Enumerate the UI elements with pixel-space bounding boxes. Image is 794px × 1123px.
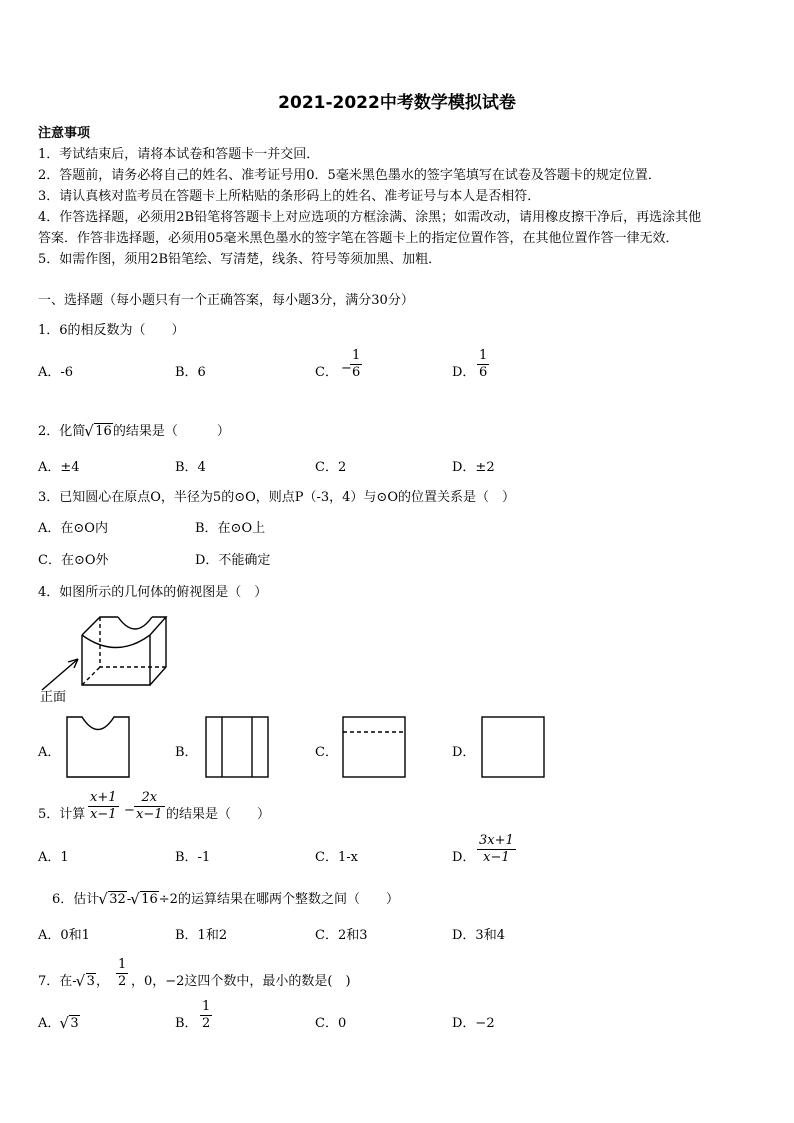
q5-post: 的结果是（ ） bbox=[166, 807, 271, 822]
q6-mid: - bbox=[126, 892, 132, 907]
q3-option-d: D．不能确定 bbox=[195, 553, 271, 568]
q7-post: ，0，−2这四个数中，最小的数是( ) bbox=[131, 974, 351, 989]
q3-option-c: C．在⊙O外 bbox=[38, 553, 109, 568]
notice-item: 2．答题前，请务必将自己的姓名、准考证号用0．5毫米黑色墨水的签字笔填写在试卷及答题卡的规定位置． bbox=[38, 168, 661, 183]
q5-option-b: B．-1 bbox=[175, 850, 211, 865]
q6-option-a: A．0和1 bbox=[38, 928, 90, 943]
q7-option-b: B． bbox=[175, 1016, 198, 1031]
q1-option-d: D． bbox=[452, 365, 476, 380]
question-4-stem: 4．如图所示的几何体的俯视图是（ ） bbox=[38, 585, 268, 600]
sqrt-expression bbox=[77, 974, 96, 989]
q2-option-b: B．4 bbox=[175, 460, 206, 475]
notice-item: 4．作答选择题，必须用2B铅笔将答题卡上对应选项的方框涂满、涂黑；如需改动，请用橡皮擦干净后，再选涂其他 bbox=[38, 210, 702, 225]
fraction-denominator: x−1 bbox=[90, 807, 117, 822]
q7-pre: 7．在- bbox=[38, 974, 77, 989]
sqrt-expression bbox=[131, 892, 159, 907]
q1-c-fraction bbox=[350, 348, 362, 381]
question-1-stem: 1．6的相反数为（ ） bbox=[38, 323, 185, 338]
notice-item: 答案．作答非选择题，必须用05毫米黑色墨水的签字笔在答题卡上的指定位置作答，在其他位置作答一律无效． bbox=[38, 231, 679, 246]
sqrt-expression bbox=[60, 1016, 79, 1031]
q3-option-b: B．在⊙O上 bbox=[195, 521, 266, 536]
notice-heading: 注意事项 bbox=[38, 126, 91, 141]
fraction-numerator: 2x bbox=[134, 790, 165, 807]
fraction-numerator: 1 bbox=[479, 348, 488, 363]
fraction-numerator: 1 bbox=[118, 957, 127, 972]
q5-fraction-2 bbox=[134, 790, 165, 823]
sqrt-expression bbox=[99, 892, 127, 907]
q7-b-fraction bbox=[200, 999, 212, 1032]
q6-option-c: C．2和3 bbox=[315, 928, 368, 943]
q4-option-a-figure bbox=[66, 716, 130, 778]
q5-minus: − bbox=[124, 803, 135, 818]
radicand: 3 bbox=[86, 974, 95, 989]
q7-comma: ， bbox=[95, 974, 109, 989]
q4-option-a: A． bbox=[38, 745, 61, 760]
q6-pre: 6．估计 bbox=[52, 892, 100, 907]
q5-option-d: D． bbox=[452, 850, 476, 865]
q7-option-c: C．0 bbox=[315, 1016, 347, 1031]
q5-option-a: A．1 bbox=[38, 850, 69, 865]
q4-option-d-figure bbox=[481, 716, 545, 778]
q6-option-d: D．3和4 bbox=[452, 928, 505, 943]
q1-option-b: B．6 bbox=[175, 365, 206, 380]
q1-option-a: A．-6 bbox=[38, 365, 74, 380]
q5-fraction-1 bbox=[88, 790, 119, 823]
fraction-numerator: 1 bbox=[352, 348, 361, 363]
q6-post: ÷2的运算结果在哪两个整数之间（ ） bbox=[158, 892, 399, 907]
q1-c-sign: − bbox=[341, 361, 352, 376]
q6-option-b: B．1和2 bbox=[175, 928, 228, 943]
section-heading: 一、选择题（每小题只有一个正确答案，每小题3分，满分30分） bbox=[38, 293, 414, 308]
radicand: 16 bbox=[141, 892, 158, 907]
q4-option-c: C． bbox=[315, 745, 338, 760]
fraction-denominator: 2 bbox=[118, 974, 127, 989]
q1-option-c: C． bbox=[315, 365, 338, 380]
question-3-stem: 3．已知圆心在原点O，半径为5的⊙O，则点P（-3，4）与⊙O的位置关系是（ ） bbox=[38, 490, 515, 505]
q1-d-fraction bbox=[477, 348, 489, 381]
question-6-stem bbox=[52, 888, 399, 907]
q4-option-b: B． bbox=[175, 745, 198, 760]
notice-item: 3．请认真核对监考员在答题卡上所粘贴的条形码上的姓名、准考证号与本人是否相符． bbox=[38, 189, 541, 204]
fraction-numerator: x+1 bbox=[90, 790, 117, 805]
q5-d-fraction bbox=[477, 833, 516, 866]
fraction-denominator: 2 bbox=[202, 1016, 211, 1031]
q2-option-a: A．±4 bbox=[38, 460, 80, 475]
q5-option-c: C．1-x bbox=[315, 850, 358, 865]
radicand: 16 bbox=[95, 424, 112, 439]
question-2-stem bbox=[38, 420, 230, 439]
radicand: 3 bbox=[70, 1016, 79, 1031]
fraction-denominator: 6 bbox=[479, 365, 488, 380]
sqrt-expression bbox=[85, 424, 113, 439]
notice-item: 1．考试结束后，请将本试卷和答题卡一并交回． bbox=[38, 147, 320, 162]
q3-option-a: A．在⊙O内 bbox=[38, 521, 108, 536]
q7-option-a bbox=[38, 1012, 80, 1031]
fraction-denominator: x−1 bbox=[136, 807, 163, 822]
question-7-pre bbox=[38, 970, 109, 989]
q5-pre: 5．计算 bbox=[38, 807, 86, 822]
page-title: 2021-2022中考数学模拟试卷 bbox=[278, 93, 516, 113]
q7-option-d: D．−2 bbox=[452, 1016, 495, 1031]
q2-option-d: D．±2 bbox=[452, 460, 495, 475]
q4-option-d: D． bbox=[452, 745, 476, 760]
q7-half-fraction bbox=[116, 957, 128, 990]
fraction-denominator: 6 bbox=[352, 365, 361, 380]
radicand: 32 bbox=[109, 892, 126, 907]
q4-option-c-figure bbox=[342, 716, 406, 778]
fraction-denominator: x−1 bbox=[483, 850, 510, 865]
front-label: 正面 bbox=[40, 690, 67, 705]
fraction-numerator: 1 bbox=[202, 999, 211, 1014]
q7-option-a-label: A． bbox=[38, 1016, 61, 1031]
notice-item: 5．如需作图，须用2B铅笔绘、写清楚，线条、符号等须加黑、加粗． bbox=[38, 252, 442, 267]
q2-post: 的结果是（ ） bbox=[112, 424, 230, 439]
q4-option-b-figure bbox=[205, 716, 269, 778]
q2-option-c: C．2 bbox=[315, 460, 347, 475]
fraction-numerator: 3x+1 bbox=[479, 833, 514, 848]
q2-pre: 2．化简 bbox=[38, 424, 86, 439]
